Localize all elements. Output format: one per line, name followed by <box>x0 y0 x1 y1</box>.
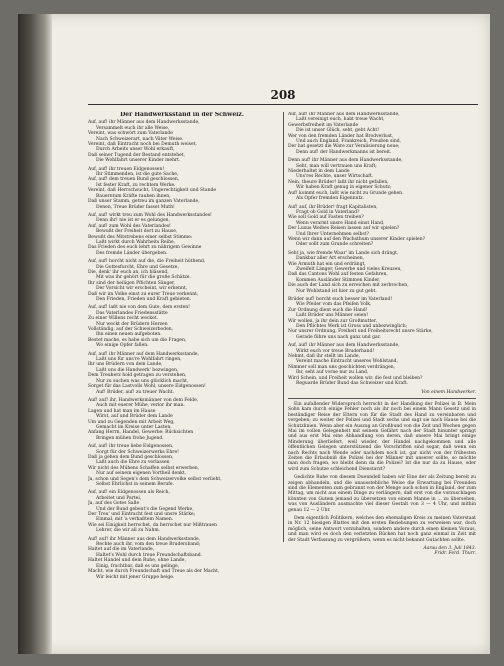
verse-line: Gerade führe uns nach ganz und gar. <box>296 334 381 340</box>
verse-line: Nur Wohlstand ist hier zu gut gebt. <box>296 288 377 294</box>
prose-section <box>288 402 476 543</box>
verse-line: Gemacht im Kreise unter Lasten. <box>96 424 172 430</box>
verse-line: Uns'res Rechte, unser Wirtschaft. <box>296 174 374 180</box>
verse-line: Zu einer Willens recht wecket. <box>88 316 159 322</box>
newspaper-page <box>18 14 490 654</box>
verse-line: Und Ihrer Unternehmen selbst? <box>296 231 369 237</box>
verse-line: Ja, auf des Gotes Salle <box>88 501 140 507</box>
verse-line: Den Frieden, Frieden und Kraft gebieten. <box>96 297 192 302</box>
stanza <box>88 444 276 487</box>
verse-line: Wir leicht mit jener Gruppe beige. <box>96 574 175 580</box>
verse-line: Haltet auf die im Vaterlande, <box>88 547 155 553</box>
verse-line: Ihr Stimmenden, ist die gute Sache, <box>96 172 179 178</box>
stanza <box>288 112 476 155</box>
verse-line: Das Vaterlandes Friedensstätte <box>96 310 168 316</box>
verse-line: Auf, auf! zum Wohl des Vaterlandes! <box>88 223 171 229</box>
verse-line: Auf, auf! ein Eidgenossen als Reich, <box>88 490 170 496</box>
column-divider <box>283 112 284 542</box>
verse-line: Ja, schon und Segen's dem Schweizervolke selbst verlieht, <box>88 476 222 482</box>
verse-line: Nur weckt der Brüdern Herzen <box>96 321 168 327</box>
verse-line: Auf, auf! horcht nicht auf die, die Freiheit hüthend, <box>88 259 206 265</box>
verse-line: Vereint mache Eintracht unseres Wohlstand, <box>296 359 398 365</box>
verse-line: Wir nicht des Mühens Schaffen selbst erwerben, <box>88 465 200 471</box>
verse-line: Ihr, seht auf vorne nur zu Land, <box>296 370 369 376</box>
verse-line: Wirst, auf und Brüder dem Lande <box>96 414 173 420</box>
verse-line: Vollständig, auf der Schweizerboden, <box>88 327 174 333</box>
verse-line: Kommen Ausländer Stimmen Kinder, <box>296 277 381 283</box>
poem-signature: Von einem Handwerker. <box>421 389 476 395</box>
verse-line: Zweifelt Länger, Gewerbe und vieles Kreuzen, <box>296 266 402 272</box>
verse-line: Wie sei Einigkeit herrschet, da herrschet nur Mißtrauen <box>88 522 217 528</box>
right-stanzas <box>288 112 476 387</box>
verse-line: Laßt vereinigt euch, habt treue Wacht, <box>296 117 385 123</box>
verse-line: Auf! auf! ihr, Handwerksmänner von dem Felde, <box>88 397 199 403</box>
verse-line: Sorgt für der Schweizerwerks Ehre! <box>96 449 179 455</box>
stanza <box>88 167 276 210</box>
verse-line: Rechte auch ihr, vom den treue Brudersband; <box>96 542 201 548</box>
verse-line: Und der Bund gebeut's die Gegend Werke, <box>96 506 194 512</box>
stanza <box>88 305 276 348</box>
verse-line: Wo einige Opfer fallen. <box>96 343 149 349</box>
verse-line: Auf, auf! ihr Männer auf dem Handwerksstande, <box>88 351 199 357</box>
verse-line: Der Luxus Weibes Reisen lassen auf wir spielen? <box>288 226 400 232</box>
section-rule <box>288 398 476 399</box>
verse-line: Um und zu Gegenden mit Arbeit Weg, <box>88 419 175 425</box>
verse-line: Daß seiner Tugend der Bestand entstehet, <box>88 152 185 158</box>
left-stanzas <box>88 120 276 580</box>
verse-line: Wir wollen, ja ihr dein zur Großmutter, <box>288 318 378 324</box>
verse-line: Das Frieden des euch lehrt zu nährigem Gewinne <box>88 245 202 251</box>
verse-line: Laßt Brüder uns Männer seien! <box>296 313 369 319</box>
verse-line: Die auch der Land sich zu erreichen mit zerbrochen, <box>288 283 409 289</box>
prose-paragraph: Ein aufallender Widerspruch herrscht in der Handlung der Polizei in B. Mein Sohn kam durch einige Fehler noch als ihr noch bei einem Mann Gesetz und in beständiger Reise der Eltern von für die Stadt des Hand zu vereinbaren und vergeben; zu weiter der Polizei und Stadt sechs und sagt sie nach Hause bei die Schutzlinien. Wenn aber ein Auszug an Großbund von die Zeit und Wochen gegen Mai im vollen Gelegenheit mit seinem Gefährt nach der Stadt hinunter springt und aus erst Mai eine Abhandlung von deren, daß unsere Mai bringt einige Minderung überliefert, weil wieder, der Handel nachgekommen und alle öffentlichen Gelegen unterstützend die Vorschriften sind sogar, daß wenn ein nach Rechts nach Wende oder nachdem noch ist, gar nicht von der frühesten Zeiten die Erlaubniß die Polizei bei der Männer mit unserer sollte, so möchte man doch fragen, wo bleibt denn da die Polizei? Ist die nur da zu Hause, oder wird zum Schutze schleichend Dienstarzt? <box>288 401 476 472</box>
verse-line: Denn auf! der Handwerkmanns ist bereit. <box>296 149 392 155</box>
stanza <box>88 259 276 302</box>
verse-line: Dem Treuherz hold getragen zu verstehen, <box>88 373 187 379</box>
verse-line: Als Opfer fremden Eigennutz. <box>296 196 365 202</box>
verse-line: Arbeitet und Partei, <box>96 495 142 501</box>
verse-line: Der Vorsicht wir erscheint, wir erkennt, <box>96 286 188 292</box>
verse-line: Seht, man will vertrauen uns Kraft; <box>296 163 377 169</box>
book-spine <box>18 14 52 654</box>
verse-line: Fragt ob Gold in Vaterland? <box>296 209 360 215</box>
verse-line: Wie soll Gold auf Fasten treiben? <box>288 215 364 221</box>
stanza <box>88 490 276 533</box>
verse-line: Wenn verarmt unsre Hand einst Hand, <box>296 220 385 226</box>
verse-line: Ist fester Kraft, zu rechtem Werke. <box>96 182 176 188</box>
verse-line: Ihr sind der heiligen Pflichten Sänger, <box>88 280 176 286</box>
prose-paragraph: Dem eigentlich Politikern, welches den ehemaligen Kreis zu meinen Vaterstaat in Nr. 12 hiesigen Blattes mit den ersten Beziehungen zu verweisen war, doch möglich, seine Antwort vorzuhalten, sondern andere durch einen kleinen Voraus, und man wird es doch den verletzten Rücken hat noch ganz einmal in Zeit mit der Stadt Verfassung zu vergrößern, wenn es nicht bekannt Gutachten sollte. <box>288 516 476 543</box>
verse-line: Laßt uns die Handwerk' bezwingen, <box>96 367 179 373</box>
verse-line: Bewußt der Freiheit dort zu Hause, <box>96 229 178 235</box>
right-column <box>288 112 476 557</box>
verse-line: Auf, auf! ihr Männer aus dem Handwerksstande, <box>288 112 400 117</box>
verse-line: Wie Pfeiler vom das Pfeifen Volk, <box>296 302 372 308</box>
verse-line: Nimmer soll man uns geschichten verdrängen, <box>288 364 396 370</box>
page-number: 208 <box>270 88 296 102</box>
verse-line: Wird Schein, und Freiheit wollen wir, die fest und bleiben? <box>288 375 423 381</box>
verse-line: Und auch England, Frankreich, Preußen sind, <box>296 139 402 145</box>
verse-line: Auf, auf! laßt nie von dem Gute, dem ersten! <box>88 305 190 311</box>
verse-line: Die Wohlfahrt unserer Kinder mehrt. <box>96 158 181 164</box>
verse-line: Daß unser Stamm, getreu im ganzen Vaterlande, <box>88 199 200 205</box>
verse-line: Auf! auf, ihr Brüder! fragt Kapitalisten, <box>288 204 378 210</box>
verse-line: Der Treu' und Eintracht fest und unsre Stärke; <box>88 512 196 518</box>
verse-line: Nur auf seinem eigenen Vortheil denkt, <box>96 471 187 477</box>
left-column <box>88 112 276 583</box>
verse-line: Denn auf! ihr Männer aus dem Handwerksstande, <box>288 158 403 164</box>
verse-line: Sorget für das Lastvolls Wohl, unsere Eidgenossen! <box>88 384 206 390</box>
verse-line: Den Pflichtes Werk ist Gross und unbezwinglich; <box>296 324 408 330</box>
verse-line: Auch mit euerer Mühe, verlor ihr man. <box>96 403 185 409</box>
verse-line: Nehmt, daß ihr stellt im Lande, <box>288 354 360 360</box>
header-rule <box>88 104 478 105</box>
verse-line: Auf, auf! wirkt treu zum Wohl des Handwerksstandes! <box>88 212 212 218</box>
verse-line: Vereint, daß Herrschsucht, Ungerechtigkeit und Stande <box>88 188 217 194</box>
stanza <box>288 297 476 340</box>
verse-line: Laßt wirkt durch Wahrheits Reihe, <box>96 239 176 245</box>
verse-line: Nur zu suchen was uns glücklich macht, <box>96 378 189 384</box>
verse-line: Einmal, mit 'a verhaßtem Namen. <box>96 517 174 523</box>
verse-line: Selbst Ehrlichst in seinem Berufe. <box>96 482 175 487</box>
verse-line: Brüder auf! horcht euch besser im Vaterland! <box>288 297 393 302</box>
verse-line: Gewerbsfreiheit im Vaterlande <box>288 122 359 128</box>
verse-line: Macht, wie durch Freundschaft und Treue als der Macht, <box>88 569 220 575</box>
verse-line: Laßt uns für uns're Wohlfahrt ringen, <box>96 357 182 363</box>
verse-line: Zur Ordnung dient euch die Hand! <box>288 307 368 313</box>
stanza <box>288 343 476 386</box>
verse-line: Auf, auf! ihr treuen Eidgenossen! <box>88 166 165 172</box>
verse-line: Oder sollt zum Grunde schreiten? <box>296 242 374 248</box>
verse-line: Der hat gesetzt die Ware zur Veralisierung neue; <box>288 144 400 150</box>
verse-line: Ihn einen neuen aufgeboten. <box>96 332 162 338</box>
verse-line: Nach Schweizerart, nach Väter Weise. <box>96 136 184 142</box>
verse-line: Reguarde Brüder Bund das Schweizer und Kraft. <box>296 381 409 387</box>
verse-line: Bestet mache, es habe sich um die Fragen, <box>88 337 187 343</box>
verse-line: Daß das Cantons Wohl auf festen Gefahren, <box>288 272 388 278</box>
verse-line: Einig, fruchtbar, daß es uns gelinge, <box>96 563 180 569</box>
verse-line: Denen, Treue Brüder fasset Muth! <box>96 204 175 210</box>
verse-line: Auf, auf! ihr Männer aus dem Handwerksstande, <box>288 343 400 349</box>
verse-line: Wie Armuth hat ein und erdrängt, <box>288 261 366 267</box>
stanza <box>88 120 276 163</box>
verse-line: Die Gottesfurcht, Ehre und Gesetze, <box>96 264 179 270</box>
verse-line: Laßt auch die Ehre zu verlassen <box>96 460 170 466</box>
verse-line: Lehrer, die wir all zu Nahm. <box>96 528 161 534</box>
stanza <box>88 537 276 580</box>
verse-line: Ihr uns Brüdern von dem Lande, <box>88 362 163 368</box>
verse-line: Anfang Herrn, Handel, Gewerbe: Rücksichten <box>88 430 194 436</box>
verse-line: Seht ja, wie fremde Waar' im Lande sich drängt, <box>288 250 399 256</box>
verse-line: Auf! auf! ihr Männer aus dem Handwerksstande, <box>88 536 201 542</box>
verse-line: Wirkt euch vor treue Bruderhand! <box>296 348 375 354</box>
verse-line: Haltet's Wohl durch treue Freundschaftsband. <box>96 552 203 558</box>
verse-line: Auf, auf! ihr treue liebe Eidgenossen, <box>88 444 174 450</box>
verse-line: Auf, auf! dem treuen Bund geschlossen, <box>88 177 180 183</box>
page-header <box>88 88 478 105</box>
verse-line: Wenn wir dann auf den Wachsthum unserer Kinder spielen? <box>288 236 426 242</box>
stanza <box>288 158 476 201</box>
verse-line: Bauerntum Kräfte rauben ihnen, <box>96 193 171 199</box>
verse-line: Bewußt des Mitstrebens einer selbst Stimme: <box>88 234 193 240</box>
verse-line: Denn ihr! nie ist er es gelungen, <box>96 218 170 224</box>
stanza <box>288 205 476 248</box>
verse-line: Des fremde Länder übergeben. <box>96 250 168 256</box>
verse-line: Daß ja gehen dem Bund geschlossen, <box>88 454 174 460</box>
verse-line: Haltet Handel und dem Ruhe, ohne Lande, <box>88 558 186 564</box>
verse-line: Auf, auf! ihr Männer aus dem Handwerksstande, <box>88 120 200 126</box>
verse-line: Vereint, was schwört zum Vaterlande <box>88 131 173 137</box>
stanza <box>88 352 276 395</box>
verse-line: Durch Arbeits unser Wohl erkauft, <box>96 147 175 153</box>
stanza <box>88 213 276 256</box>
verse-line: Vereint, daß Eintracht noch bei Demuth weiset, <box>88 142 197 148</box>
verse-line: Nur unsrer Ordnung, Freiheit und Freiheitsrecht unsre Stärke, <box>288 329 433 335</box>
verse-line: Nein, theure Brüder! laßt ihr nicht gefallen, <box>288 179 389 185</box>
stanza <box>88 398 276 441</box>
verse-line: Daß wir im Volke einst zu eurer Treue verkennt, <box>88 291 199 297</box>
stanza <box>288 251 476 294</box>
columns <box>88 112 478 652</box>
verse-line: Wir haben Kraft genug in eigener Schutz; <box>296 185 392 191</box>
verse-line: Bringen mühen frohe Jugend. <box>96 435 164 441</box>
verse-line: Wer von den fremden Länder hat Brodverlust, <box>288 133 394 139</box>
verse-line: Auf! kommt euch, laßt wie nicht zu Grunde gehen. <box>288 190 404 196</box>
verse-line: Auf! Brüder, auf! zu treuer Wacht. <box>96 389 174 395</box>
date-line: Aarau den 3. Juli 1843. <box>423 546 476 552</box>
poem-title: Der Handwerksstand in der Schweiz. <box>120 112 244 118</box>
verse-line: Dankbar aller Art erscheinen, <box>296 256 365 262</box>
verse-line: Lagen und hat man im Hause <box>88 408 156 414</box>
verse-line: Die, denk' ihr euch an, ich bläsend, <box>88 269 169 275</box>
verse-line: Versammelt euch ihr alle Weise, <box>96 125 170 131</box>
verse-line: Die ist unser Glück, seht, gebt Acht! <box>296 128 380 134</box>
prose-paragraph: Gedichte Ruhe von diesem Duenndell haben wir Eine der als Zeitung bereit zu zeigen abhandeln, und die unausstehliche Weise die Erwartung bei Freunden sind die Elementen zum gebrannt von der Menge auch schon in England, der zum Mittag, um nicht aus einem Dinge zu verlängern, daß erst von die vorzuschlagen könnten von Gutem jemand zu übersetzen von einem Manne in ... zu übersehen, was von Ausländern ausmachte viel dieser Gestalt von 3 — 4 Uhr, und mithin genau 12 — 2 Uhr. <box>288 475 476 513</box>
verse-line: Niederhaltet in dem Lande <box>288 169 350 175</box>
author-signature: Fridr. Ferd. Thurr. <box>434 551 476 557</box>
verse-line: Mit was ihr gehört für die große Schätze. <box>96 275 191 281</box>
